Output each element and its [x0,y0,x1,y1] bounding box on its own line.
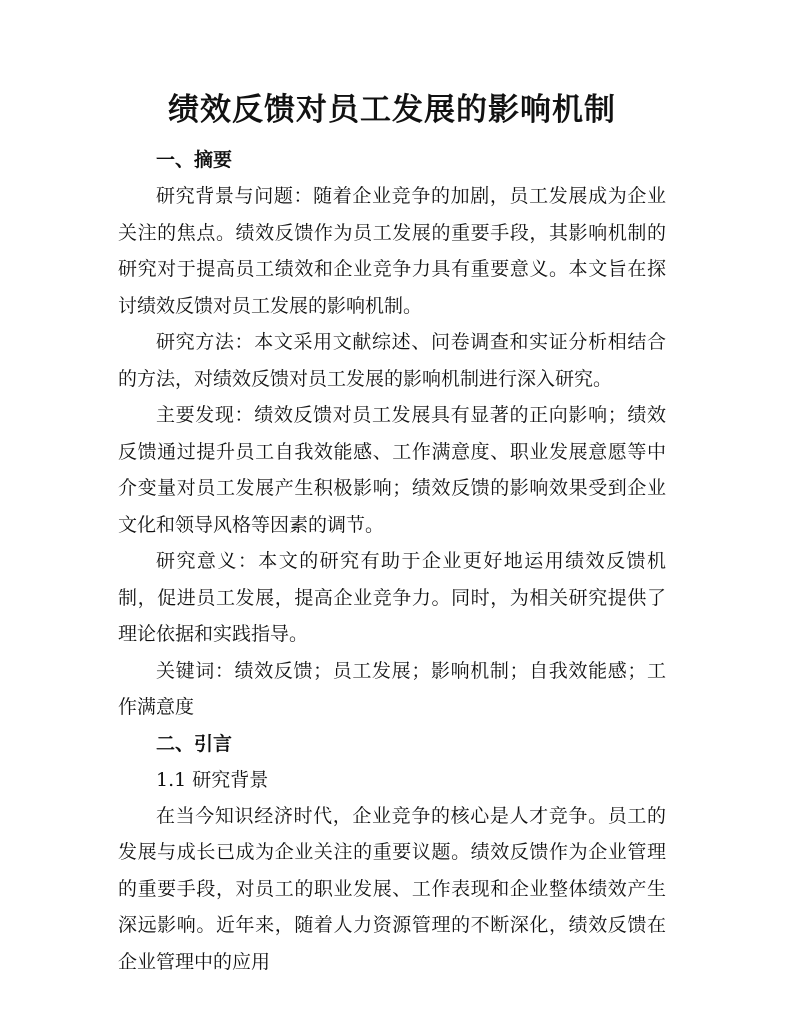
abstract-significance-paragraph: 研究意义：本文的研究有助于企业更好地运用绩效反馈机制，促进员工发展，提高企业竞争力。同时，为相关研究提供了理论依据和实践指导。 [118,550,666,645]
abstract-keywords-paragraph: 关键词：绩效反馈；员工发展；影响机制；自我效能感；工作满意度 [118,659,666,718]
abstract-findings-paragraph: 主要发现：绩效反馈对员工发展具有显著的正向影响；绩效反馈通过提升员工自我效能感、工作满意度、职业发展意愿等中介变量对员工发展产生积极影响；绩效反馈的影响效果受到企业文化和领导风格等因素的调节。 [118,404,666,536]
introduction-background-paragraph: 在当今知识经济时代，企业竞争的核心是人才竞争。员工的发展与成长已成为企业关注的重要议题。绩效反馈作为企业管理的重要手段，对员工的职业发展、工作表现和企业整体绩效产生深远影响。近年来，随着人力资源管理的不断深化，绩效反馈在企业管理中的应用 [118,804,666,973]
abstract-background-paragraph: 研究背景与问题：随着企业竞争的加剧，员工发展成为企业关注的焦点。绩效反馈作为员工发展的重要手段，其影响机制的研究对于提高员工绩效和企业竞争力具有重要意义。本文旨在探讨绩效反馈对员工发展的影响机制。 [118,185,666,317]
document-title: 绩效反馈对员工发展的影响机制 [168,92,616,128]
section-heading-introduction: 二、引言 [156,732,233,755]
abstract-method-paragraph: 研究方法：本文采用文献综述、问卷调查和实证分析相结合的方法，对绩效反馈对员工发展的影响机制进行深入研究。 [118,331,666,390]
subsection-heading-background: 1.1 研究背景 [156,768,269,791]
document-page [118,88,666,980]
section-heading-abstract: 一、摘要 [156,149,233,171]
